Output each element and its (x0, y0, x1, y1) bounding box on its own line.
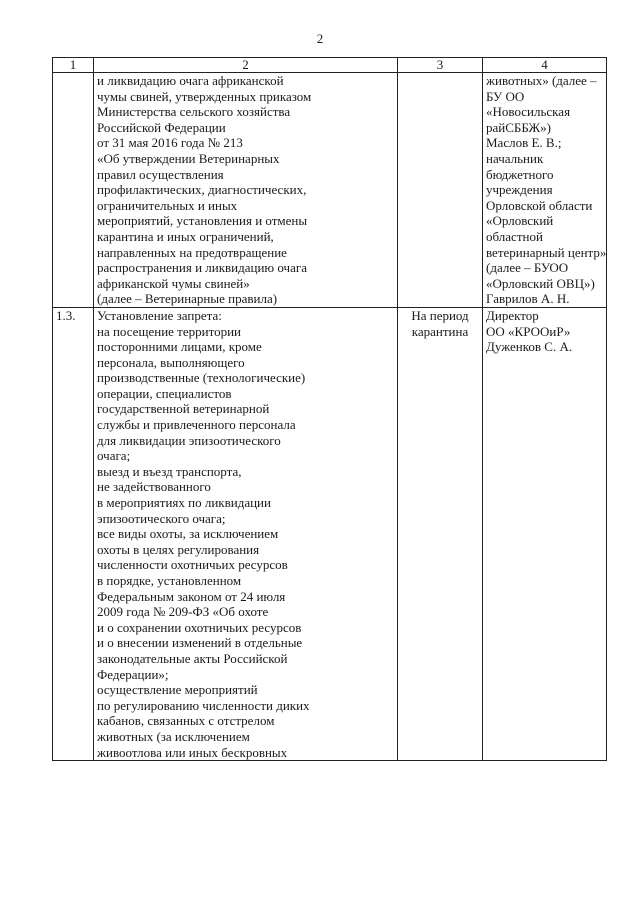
cell-text-line: живоотлова или иных бескровных (97, 744, 288, 760)
cell-text-line: направленных на предотвращение (97, 244, 287, 260)
cell-text-line: На период (411, 307, 469, 323)
table-row (53, 307, 607, 760)
measures-table (52, 57, 607, 761)
cell-text-line: Гаврилов А. Н. (486, 291, 570, 307)
cell-text-line: персонала, выполняющего (97, 354, 245, 370)
cell-text-line: распространения и ликвидацию очага (97, 260, 307, 276)
cell-text-line: карантина (411, 323, 469, 339)
cell-text-line: 2009 года № 209-ФЗ «Об охоте (97, 604, 269, 620)
cell-text-line: (далее – Ветеринарные правила) (97, 291, 278, 307)
header-col-4: 4 (483, 58, 607, 73)
cell-text-line: (далее – БУОО (486, 260, 569, 276)
table-row (53, 73, 607, 308)
cell-text-line: «Новосильская (486, 104, 571, 120)
cell-text-line: карантина и иных ограничений, (97, 228, 274, 244)
cell-text-line: ветеринарный центр» (486, 244, 607, 260)
row-number: 1.3. (53, 307, 94, 760)
cell-text-line: животных (за исключением (97, 728, 250, 744)
cell-text-line: Директор (486, 307, 539, 323)
cell-text-line: «Об утверждении Ветеринарных (97, 150, 280, 166)
cell-text-line: мероприятий, установления и отмены (97, 213, 308, 229)
cell-text-line: производственные (технологические) (97, 370, 306, 386)
cell-text-line: Установление запрета: (97, 307, 222, 323)
cell-text-line: и о внесении изменений в отдельные (97, 635, 303, 651)
responsible-cell (483, 73, 607, 308)
row-number (53, 73, 94, 308)
responsible-cell (483, 307, 607, 760)
cell-text-line: БУ ОО (486, 88, 525, 104)
cell-text-line: государственной ветеринарной (97, 401, 270, 417)
cell-text-line: Дуженков С. А. (486, 339, 573, 355)
cell-text-line: на посещение территории (97, 323, 242, 339)
cell-text-line: службы и привлеченного персонала (97, 417, 296, 433)
cell-text-line: посторонними лицами, кроме (97, 339, 262, 355)
cell-text-line: «Орловский ОВЦ») (486, 275, 595, 291)
cell-text-line: райСББЖ») (486, 119, 551, 135)
header-col-1: 1 (53, 58, 94, 73)
cell-text-line: в порядке, установленном (97, 573, 242, 588)
cell-text-line: учреждения (486, 182, 553, 198)
cell-text-line: все виды охоты, за исключением (97, 526, 279, 542)
cell-text-line: и о сохранении охотничьих ресурсов (97, 619, 302, 635)
cell-text-line: кабанов, связанных с отстрелом (97, 713, 275, 729)
cell-text-line: для ликвидации эпизоотического (97, 432, 281, 448)
term-cell (398, 73, 483, 308)
cell-text-line: ограничительных и иных (97, 197, 238, 213)
cell-text-line: бюджетного (486, 166, 554, 182)
cell-text-line: выезд и въезд транспорта, (97, 463, 242, 479)
measure-cell (94, 73, 398, 308)
cell-text-line: численности охотничьих ресурсов (97, 557, 288, 573)
cell-text-line: не задействованного (97, 479, 211, 495)
header-col-3: 3 (398, 58, 483, 73)
cell-text-line: в мероприятиях по ликвидации (97, 495, 271, 511)
cell-text-line: и ликвидацию очага африканской (97, 73, 284, 88)
cell-text-line: африканской чумы свиней» (97, 275, 250, 291)
cell-text-line: эпизоотического очага; (97, 510, 226, 526)
cell-text-line: животных» (далее – (486, 73, 597, 88)
cell-text-line: начальник (486, 150, 544, 166)
cell-text-line: охоты в целях регулирования (97, 541, 260, 557)
cell-text-line: законодательные акты Российской (97, 650, 288, 666)
cell-text-line: операции, специалистов (97, 385, 232, 401)
cell-text-line: областной (486, 228, 543, 244)
cell-text-line: Министерства сельского хозяйства (97, 104, 291, 120)
cell-text-line: «Орловский (486, 213, 554, 229)
cell-text-line: очага; (97, 448, 131, 464)
cell-text-line: по регулированию численности диких (97, 697, 310, 713)
cell-text-line: Российской Федерации (97, 119, 226, 135)
cell-text-line: Федеральным законом от 24 июля (97, 588, 286, 604)
cell-text-line: правил осуществления (97, 166, 224, 182)
cell-text-line: Федерации»; (97, 666, 169, 682)
cell-text-line: профилактических, диагностических, (97, 182, 307, 198)
page-number: 2 (316, 31, 324, 46)
cell-text-line: Маслов Е. В.; (486, 135, 562, 151)
cell-text-line: Орловской области (486, 197, 593, 213)
table-header-row (53, 58, 607, 73)
cell-text-line: ОО «КРООиР» (486, 323, 571, 339)
term-cell (398, 307, 483, 760)
cell-text-line: осуществление мероприятий (97, 682, 258, 698)
cell-text-line: от 31 мая 2016 года № 213 (97, 135, 243, 151)
header-col-2: 2 (94, 58, 398, 73)
measure-cell (94, 307, 398, 760)
cell-text-line: чумы свиней, утвержденных приказом (97, 88, 312, 104)
